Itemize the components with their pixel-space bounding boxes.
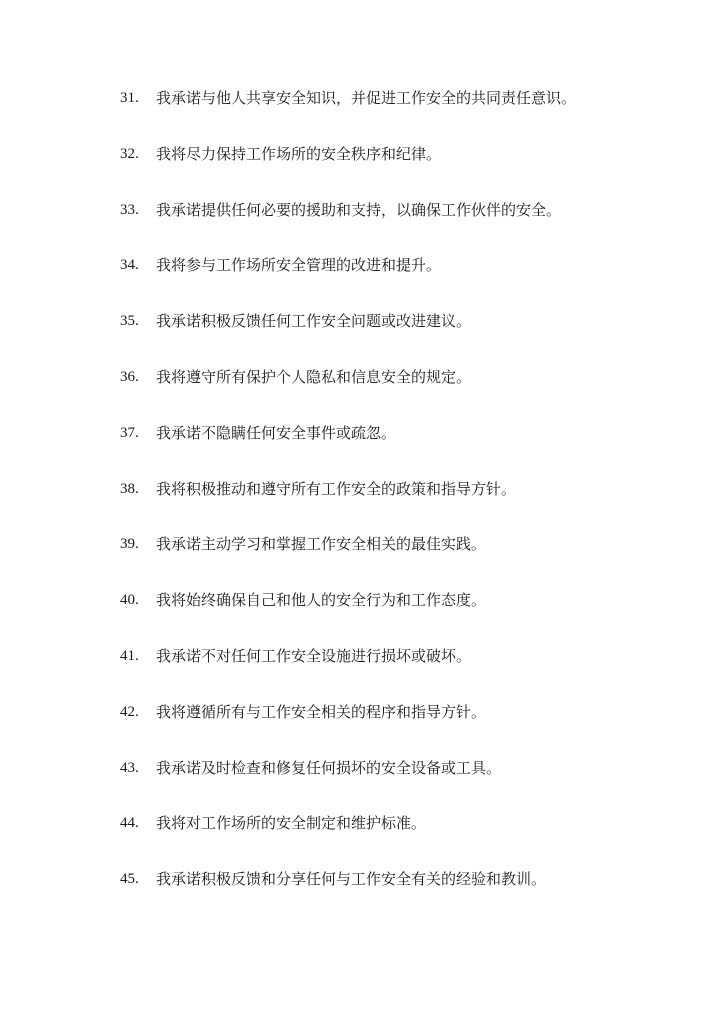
item-number: 34. [120,257,139,274]
item-text: 我将遵循所有与工作安全相关的程序和指导方针。 [156,702,487,721]
list-item [120,198,690,254]
list-item [120,477,690,533]
item-number: 45. [120,871,139,888]
list-item [120,700,690,756]
item-text: 我承诺及时检查和修复任何损坏的安全设备或工具。 [156,758,502,777]
item-number: 33. [120,201,139,218]
item-text: 我承诺主动学习和掌握工作安全相关的最佳实践。 [156,535,487,554]
item-text: 我承诺不对任何工作安全设施进行损坏或破坏。 [156,646,472,665]
list-item [120,867,690,923]
item-text: 我将积极推动和遵守所有工作安全的政策和指导方针。 [156,479,517,498]
list-item [120,588,690,644]
item-text: 我将参与工作场所安全管理的改进和提升。 [156,256,442,275]
item-number: 39. [120,536,139,553]
item-text: 我将遵守所有保护个人隐私和信息安全的规定。 [156,367,472,386]
item-number: 40. [120,592,139,609]
item-number: 42. [120,703,139,720]
item-text: 我承诺积极反馈任何工作安全问题或改进建议。 [156,312,472,331]
list-item [120,421,690,477]
item-number: 35. [120,313,139,330]
item-number: 32. [120,145,139,162]
item-number: 36. [120,368,139,385]
item-text: 我承诺不隐瞒任何安全事件或疏忽。 [156,423,397,442]
list-item [120,644,690,700]
item-number: 31. [120,90,139,106]
item-text: 我承诺积极反馈和分享任何与工作安全有关的经验和教训。 [156,870,547,889]
list-item [120,309,690,365]
item-text: 我将尽力保持工作场所的安全秩序和纪律。 [156,144,442,163]
item-text: 我将对工作场所的安全制定和维护标准。 [156,814,427,833]
list-item [120,365,690,421]
item-number: 41. [120,647,139,664]
list-item [120,142,690,198]
item-text: 我承诺与他人共享安全知识，并促进工作安全的共同责任意识。 [156,89,577,107]
list-item [120,253,690,309]
item-number: 44. [120,815,139,832]
item-number: 38. [120,480,139,497]
item-text: 我将始终确保自己和他人的安全行为和工作态度。 [156,591,487,610]
list-item [120,756,690,812]
item-number: 43. [120,759,139,776]
list-item [120,811,690,867]
item-text: 我承诺提供任何必要的援助和支持，以确保工作伙伴的安全。 [156,200,562,219]
list-item [120,86,690,142]
pledge-list [120,86,690,923]
item-number: 37. [120,424,139,441]
list-item [120,532,690,588]
